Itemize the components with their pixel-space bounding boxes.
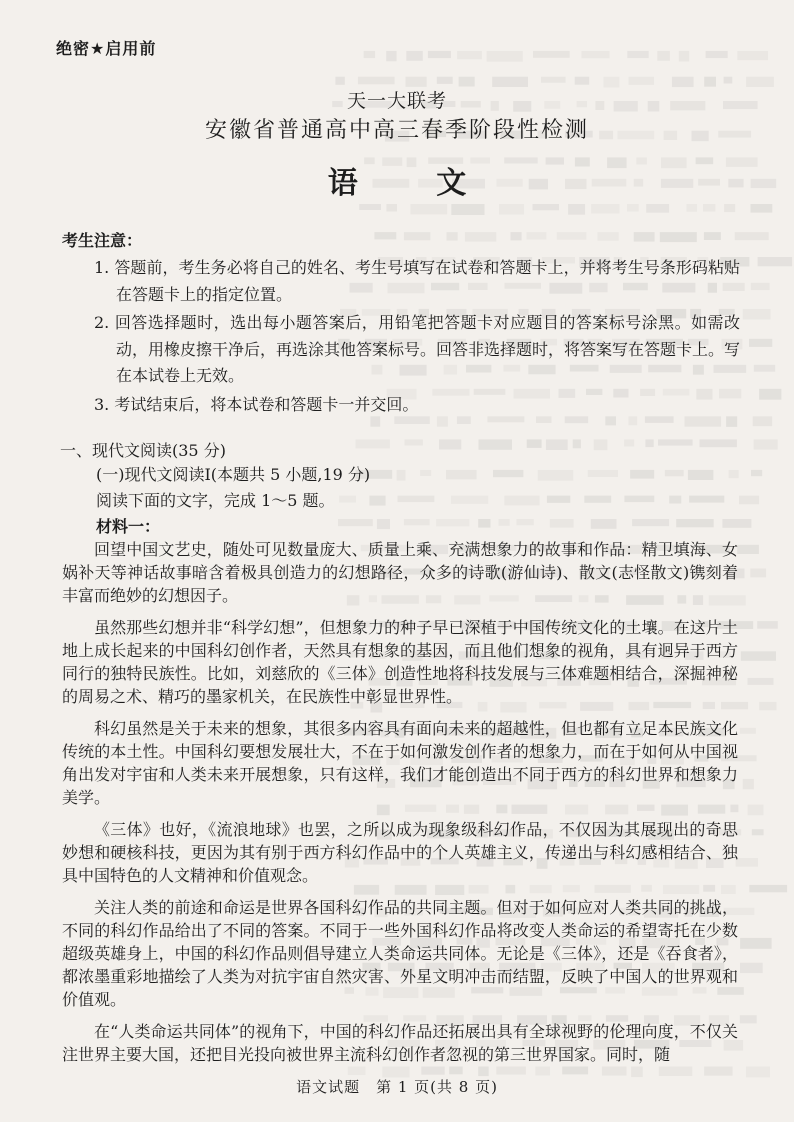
notice-item: 2. 回答选择题时，选出每小题答案后，用铅笔把答题卡对应题目的答案标号涂黑。如需改动，用橡皮擦干净后，再选涂其他答案标号。回答非选择题时，将答案写在答题卡上。写在本试卷上无效。	[94, 313, 741, 385]
bleed-mark	[533, 51, 570, 58]
bleed-mark	[689, 496, 724, 503]
bleed-mark	[487, 51, 523, 62]
bleed-mark	[686, 204, 697, 212]
bleed-mark	[722, 519, 751, 528]
page-footer: 语文试题 第 1 页(共 8 页)	[296, 1078, 498, 1096]
bleed-mark	[428, 51, 451, 58]
reading-passage	[62, 538, 738, 1075]
bleed-mark	[679, 51, 689, 62]
bleed-mark	[737, 545, 759, 554]
exam-title: 安徽省普通高中高三春季阶段性检测	[204, 118, 589, 143]
bleed-mark	[743, 779, 754, 789]
bleed-mark	[754, 439, 778, 449]
bleed-mark	[749, 885, 787, 892]
bleed-mark	[759, 389, 781, 400]
bleed-mark	[451, 496, 488, 504]
passage-paragraph: 关注人类的前途和命运是世界各国科幻作品的共同主题。但对于如何应对人类共同的挑战，不同的科幻作品给出了不同的答案。不同于一些外国科幻作品将改变人类命运的希望寄托在少数超级英雄身上，中国的科幻作品则倡导建立人类命运共同体。无论是《三体》，还是《吞食者》，都浓墨重彩地描绘了人类为对抗宇宙自然灾害、外星文明冲击而结盟，反映了中国人的世界观和价值观。	[62, 898, 738, 1009]
bleed-mark	[584, 496, 611, 503]
bleed-mark	[703, 204, 715, 212]
bleed-mark	[750, 569, 766, 578]
subsection-title: (一)现代文阅读Ⅰ(本题共 5 小题,19 分)	[96, 465, 371, 484]
notices-title: 考生注意：	[62, 231, 143, 250]
bleed-mark	[645, 439, 653, 447]
bleed-mark	[478, 519, 490, 528]
bleed-mark	[740, 938, 772, 949]
bleed-mark	[420, 470, 431, 476]
passage-paragraph: 虽然那些幻想并非“科学幻想”，但想象力的种子早已深植于中国传统文化的土壤。在这片土地上成长起来的中国科幻创作者，天然具有想象的基因，而且他们想象的视角，具有迥异于西方同行的独特民族性。比如，刘慈欣的《三体》创造性地将科技发展与三体难题相结合，深掘神秘的周易之术、精巧的墨家机关，在民族性中彰显世界性。	[62, 618, 738, 706]
notice-item: 3. 考试结束后，将本试卷和答题卡一并交回。	[94, 394, 419, 414]
bleed-mark	[627, 51, 648, 58]
bleed-mark	[568, 204, 585, 215]
bleed-mark	[527, 232, 547, 239]
bleed-mark	[446, 470, 477, 480]
bleed-mark	[504, 496, 539, 506]
bleed-mark	[465, 232, 496, 242]
bleed-mark	[748, 678, 774, 685]
bleed-mark	[447, 232, 458, 241]
bleed-mark	[739, 496, 759, 505]
bleed-mark	[759, 702, 776, 710]
passage-paragraph: 《三体》也好，《流浪地球》也罢，之所以成为现象级科幻作品，不仅因为其展现出的奇思妙想和硬核科技，更因为其有别于西方科幻作品中的个人英雄主义，传递出与科幻感相结合、独具中国特色的人文精神和价值观念。	[62, 820, 738, 885]
bleed-mark	[632, 519, 669, 526]
bleed-mark	[386, 204, 397, 212]
bleed-mark	[658, 439, 693, 445]
bleed-mark	[511, 232, 522, 240]
bleed-mark	[740, 1015, 757, 1023]
bleed-mark	[575, 77, 590, 85]
bleed-mark	[660, 232, 697, 242]
bleed-mark	[557, 232, 587, 240]
bleed-mark	[646, 204, 669, 213]
bleed-mark	[669, 496, 681, 504]
bleed-mark	[740, 728, 756, 734]
bleed-mark	[597, 232, 618, 241]
passage-paragraph: 回望中国文艺史，随处可见数量庞大、质量上乘、充满想象力的故事和作品：精卫填海、女娲补天等神话故事暗含着极具创造力的幻想路径，众多的诗歌(游仙诗)、散文(志怪散文)镌刻着丰富而绝妙的幻想因子。	[62, 540, 738, 605]
bleed-mark	[364, 51, 376, 58]
bleed-mark	[591, 204, 619, 214]
passage-paragraph: 科幻虽然是关于未来的想象，其很多内容具有面向未来的超越性，但也都有立足本民族文化传统的本土性。中国科幻要想发展壮大，不在于如何激发创作者的想象力，而在于如何从中国视角出发对宇宙和人类未来开展想象，只有这样，我们才能创造出不同于西方的科幻世界和想象力美学。	[62, 719, 738, 807]
bleed-mark	[657, 51, 670, 61]
bleed-mark	[741, 651, 776, 661]
bleed-mark	[516, 519, 533, 525]
bleed-mark	[749, 339, 772, 347]
bleed-mark	[627, 204, 639, 212]
bleed-mark	[405, 439, 423, 445]
bleed-mark	[700, 439, 737, 447]
bleed-mark	[581, 51, 609, 58]
secret-mark: 绝密★启用前	[56, 39, 157, 58]
bleed-mark	[724, 77, 733, 84]
bleed-mark	[547, 496, 570, 503]
material-label: 材料一：	[96, 517, 161, 536]
bleed-mark	[406, 51, 423, 61]
bleed-mark	[704, 232, 721, 240]
bleed-mark	[527, 439, 542, 448]
bleed-mark	[457, 51, 482, 59]
bleed-mark	[758, 257, 793, 266]
bleed-mark	[437, 77, 453, 84]
bleed-mark	[751, 470, 762, 476]
notice-item: 1. 答题前，考生务必将自己的姓名、考生号填写在试卷和答题卡上，并将考生号条形码粘贴在答题卡上的指定位置。	[94, 258, 740, 304]
bleed-mark	[550, 519, 574, 528]
bleed-mark	[676, 519, 714, 527]
bleed-mark	[737, 51, 768, 60]
bleed-mark	[735, 232, 769, 240]
bleed-mark	[356, 439, 390, 448]
bleed-mark	[630, 470, 654, 479]
bleed-mark	[335, 77, 344, 85]
bleed-mark	[665, 470, 684, 476]
bleed-mark	[688, 470, 714, 480]
bleed-mark	[499, 519, 510, 526]
bleed-mark	[541, 77, 566, 83]
bleed-mark	[573, 439, 581, 448]
bleed-mark	[533, 204, 560, 210]
bleed-mark	[439, 439, 461, 449]
bleed-mark	[546, 439, 568, 450]
bleed-mark	[591, 519, 617, 529]
bleed-mark	[740, 963, 763, 973]
bleed-mark	[724, 204, 735, 212]
bleed-mark	[359, 204, 381, 210]
bleed-mark	[736, 858, 758, 867]
bleed-mark	[479, 439, 513, 449]
bleed-mark	[754, 365, 775, 372]
bleed-mark	[706, 51, 728, 58]
bleed-mark	[338, 519, 373, 526]
bleed-mark	[538, 470, 574, 481]
bleed-mark	[397, 470, 406, 481]
union-title: 天一大联考	[346, 90, 447, 112]
subject-title: 语 文	[327, 166, 501, 201]
bleed-mark	[594, 439, 608, 450]
bleed-mark	[451, 204, 484, 215]
bleed-mark	[751, 204, 773, 213]
bleed-mark	[374, 232, 396, 239]
bleed-mark	[377, 519, 390, 529]
bleed-mark	[404, 519, 430, 525]
bleed-mark	[436, 519, 469, 526]
bleed-mark	[499, 204, 524, 215]
bleed-mark	[369, 496, 385, 506]
bleed-mark	[752, 829, 764, 835]
bleed-mark	[753, 416, 773, 426]
bleed-mark	[404, 232, 431, 240]
bleed-mark	[624, 496, 654, 503]
bleed-mark	[751, 283, 770, 290]
bleed-mark	[410, 204, 447, 214]
section-title: 一、现代文阅读(35 分)	[60, 441, 226, 460]
bleed-mark	[629, 77, 655, 85]
passage-paragraph: 在“人类命运共同体”的视角下，中国的科幻作品还拓展出具有全球视野的伦理向度，不仅关注世界主要大国，还把目光投向被世界主流科幻创作者忽视的第三世界国家。同时，随	[62, 1022, 738, 1064]
bleed-mark	[634, 232, 655, 242]
bleed-mark	[386, 51, 396, 61]
notices-list	[80, 255, 740, 420]
bleed-mark	[588, 470, 618, 477]
bleed-mark	[398, 496, 435, 503]
bleed-mark	[757, 621, 778, 629]
bleed-mark	[743, 309, 771, 320]
bleed-mark	[624, 439, 634, 446]
bleed-mark	[339, 496, 356, 503]
bleed-mark	[493, 470, 523, 477]
bleed-mark	[748, 805, 764, 816]
bleed-mark	[729, 470, 739, 478]
reading-instruction: 阅读下面的文字，完成 1～5 题。	[96, 491, 335, 510]
bleed-mark	[358, 77, 395, 85]
